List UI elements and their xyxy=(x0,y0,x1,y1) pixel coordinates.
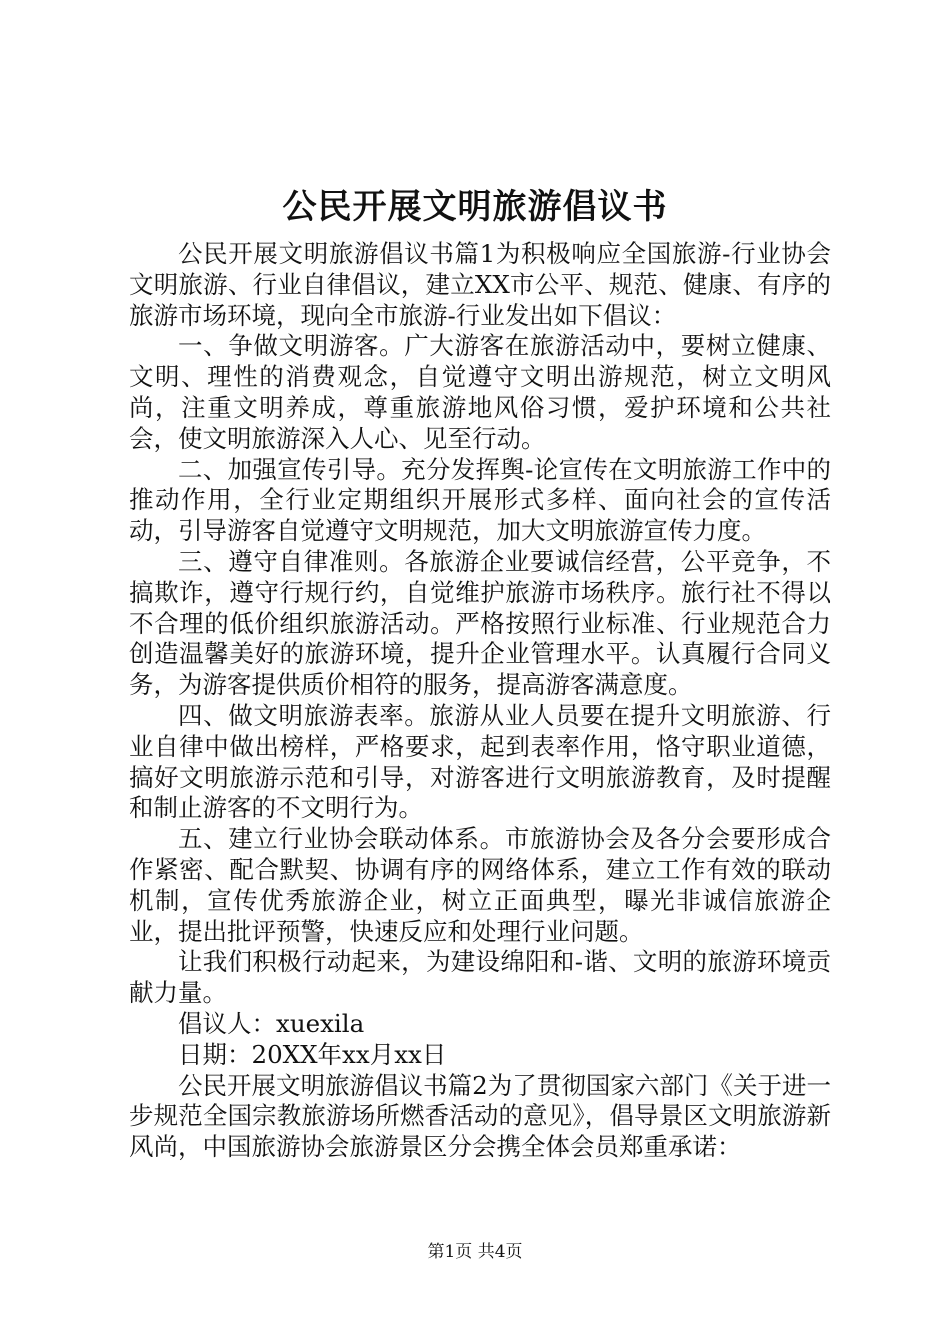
paragraph: 三、遵守自律准则。各旅游企业要诚信经营，公平竞争，不搞欺诈，遵守行规行约，自觉维护旅游市场秩序。旅行社不得以不合理的低价组织旅游活动。严格按照行业标准、行业规范合力创造温馨美好的旅游环境，提升企业管理水平。认真履行合同义务，为游客提供质价相符的服务，提高游客满意度。 xyxy=(129,546,831,700)
paragraph: 公民开展文明旅游倡议书篇1为积极响应全国旅游-行业协会文明旅游、行业自律倡议，建立XX市公平、规范、健康、有序的旅游市场环境，现向全市旅游-行业发出如下倡议： xyxy=(129,239,831,330)
paragraph: 公民开展文明旅游倡议书篇2为了贯彻国家六部门《关于进一步规范全国宗教旅游场所燃香活动的意见》，倡导景区文明旅游新风尚，中国旅游协会旅游景区分会携全体会员郑重承诺： xyxy=(129,1070,831,1162)
paragraph: 让我们积极行动起来，为建设绵阳和-谐、文明的旅游环境贡献力量。 xyxy=(129,947,831,1008)
paragraph: 二、加强宣传引导。充分发挥舆-论宣传在文明旅游工作中的推动作用，全行业定期组织开展形式多样、面向社会的宣传活动，引导游客自觉遵守文明规范，加大文明旅游宣传力度。 xyxy=(129,454,831,546)
initiator-line: 倡议人：xuexila xyxy=(178,1008,365,1038)
date-line: 日期：20XX年xx月xx日 xyxy=(178,1039,447,1069)
document-body xyxy=(129,239,831,1163)
document-title: 公民开展文明旅游倡议书 xyxy=(282,187,668,227)
page-footer: 第1页 共4页 xyxy=(427,1242,523,1262)
paragraph: 一、争做文明游客。广大游客在旅游活动中，要树立健康、文明、理性的消费观念，自觉遵守文明出游规范，树立文明风尚，注重文明养成，尊重旅游地风俗习惯，爱护环境和公共社会，使文明旅游深入人心、见至行动。 xyxy=(129,331,831,453)
paragraph: 四、做文明旅游表率。旅游从业人员要在提升文明旅游、行业自律中做出榜样，严格要求，起到表率作用，恪守职业道德，搞好文明旅游示范和引导，对游客进行文明旅游教育，及时提醒和制止游客的不文明行为。 xyxy=(129,700,831,823)
paragraph: 五、建立行业协会联动体系。市旅游协会及各分会要形成合作紧密、配合默契、协调有序的网络体系，建立工作有效的联动机制，宣传优秀旅游企业，树立正面典型，曝光非诚信旅游企业，提出批评预警，快速反应和处理行业问题。 xyxy=(129,824,831,946)
